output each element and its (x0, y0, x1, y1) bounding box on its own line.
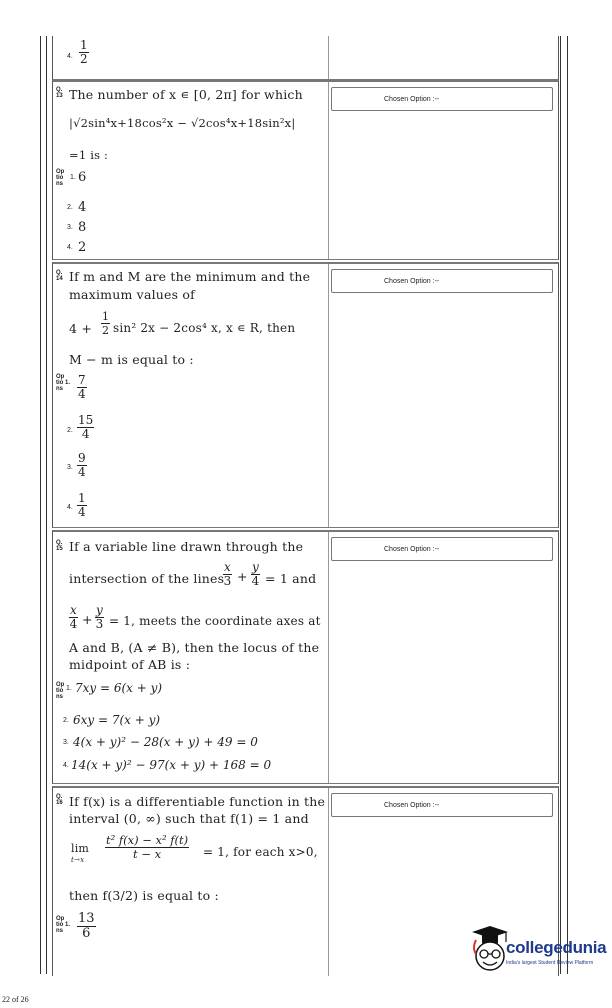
plus-sign: + (82, 612, 93, 627)
option-number: 4. (67, 244, 73, 251)
question-stem: The number of x ∊ [0, 2π] for which (69, 87, 303, 102)
expression-right: sin² 2x − 2cos⁴ x, x ∊ R, then (113, 321, 296, 335)
column-divider (328, 82, 329, 259)
option-number: 4. (67, 504, 73, 511)
option-fraction: $\frac{1}{2}$ (80, 38, 88, 66)
question-stem-line-2: maximum values of (69, 287, 195, 302)
plus-sign: + (237, 569, 248, 584)
option-number: 3. (63, 739, 69, 746)
question-stem-line-1: If a variable line drawn through the (69, 539, 304, 554)
option-number: 1. (66, 685, 72, 692)
options-label: Op tio 1. ns (56, 916, 71, 934)
options-label: Op tio 1. ns (56, 374, 71, 392)
option-number: 2. (67, 427, 73, 434)
option-1: 7xy = 6(x + y) (75, 681, 163, 695)
question-14 (52, 262, 559, 528)
question-expression-tail: =1 is : (69, 148, 109, 162)
option-number: 2. (63, 717, 69, 724)
options-label: Op tio ns (56, 169, 65, 187)
option-number: 4. (63, 762, 69, 769)
question-stem-line-2: intersection of the lines (69, 571, 225, 586)
limit-fraction: $\frac{\text{t² f(x) − x² f(t)}}{t - x}$ (106, 833, 189, 861)
option-4: $\frac{1}{4}$ (78, 491, 86, 519)
limit-tail: = 1, for each x>0, (203, 845, 318, 859)
chosen-option-box: Chosen Option :-- (331, 537, 553, 561)
chosen-option-box: Chosen Option :-- (331, 87, 553, 111)
limit-subscript: t→x (71, 856, 85, 864)
question-13 (52, 80, 559, 260)
question-expression: |√2sin⁴x+18cos²x − √2cos⁴x+18sin²x| (69, 116, 296, 130)
equals-one-and: = 1 and (265, 571, 317, 586)
previous-question-fragment (52, 36, 559, 80)
option-4: 14(x + y)² − 97(x + y) + 168 = 0 (71, 758, 272, 772)
question-stem-line-4: midpoint of AB is : (69, 657, 191, 672)
options-label: Op tio ns (56, 682, 65, 700)
question-stem-line-3: M − m is equal to : (69, 352, 194, 367)
limit-symbol: lim (71, 842, 90, 855)
column-divider (328, 264, 329, 527)
fraction-x-over-3: $\frac{x}{3}$ (223, 560, 232, 588)
option-number: 3. (67, 464, 73, 471)
option-1: 6 (78, 170, 87, 185)
option-number: 4. (67, 53, 73, 60)
brand-name: collegedunia (506, 938, 607, 957)
frame-line-left-outer (40, 36, 41, 974)
question-stem-line-2: interval (0, ∞) such that f(1) = 1 and (69, 811, 309, 826)
expression-left: 4 + (69, 321, 92, 336)
brand-tagline: India's largest Student Review Platform (506, 960, 594, 966)
question-15 (52, 530, 559, 784)
question-label: Q. 15 (56, 540, 63, 552)
question-label: Q. 14 (56, 270, 63, 282)
option-1: $\frac{7}{4}$ (78, 373, 86, 401)
option-2: 6xy = 7(x + y) (73, 713, 161, 727)
expression-fraction: $\frac{1}{2}$ (102, 310, 109, 337)
page-number: 22 of 26 (2, 995, 29, 1004)
question-stem-line-3: A and B, (A ≠ B), then the locus of the (69, 640, 320, 655)
frame-line-left-inner (46, 36, 47, 974)
option-3: $\frac{9}{4}$ (78, 451, 86, 479)
option-3: 4(x + y)² − 28(x + y) + 49 = 0 (73, 735, 258, 749)
option-number: 3. (67, 224, 73, 231)
option-1: $\frac{13}{6}$ (78, 911, 95, 941)
option-2: $\frac{15}{4}$ (78, 413, 94, 441)
question-label: Q. 16 (56, 794, 63, 806)
option-number: 1. (70, 174, 76, 181)
option-2: 4 (78, 200, 87, 215)
question-stem-line-3: then f(3/2) is equal to : (69, 888, 219, 903)
column-divider (328, 36, 329, 79)
option-4: 2 (78, 240, 87, 255)
option-number: 2. (67, 204, 73, 211)
fraction-y-over-4: $\frac{y}{4}$ (251, 560, 260, 588)
meets-axes-text: = 1, meets the coordinate axes at (109, 614, 321, 628)
fraction-y-over-3: $\frac{y}{3}$ (95, 603, 104, 631)
chosen-option-box: Chosen Option :-- (331, 269, 553, 293)
option-3: 8 (78, 220, 87, 235)
frame-line-right-outer (567, 36, 568, 974)
question-stem-line-1: If f(x) is a differentiable function in the (69, 794, 326, 809)
question-label: Q. 13 (56, 87, 63, 99)
fraction-x-over-4: $\frac{x}{4}$ (69, 603, 78, 631)
question-stem-line-1: If m and M are the minimum and the (69, 269, 311, 284)
column-divider (328, 788, 329, 976)
column-divider (328, 532, 329, 783)
frame-line-right-inner (560, 36, 561, 974)
chosen-option-box: Chosen Option :-- (331, 793, 553, 817)
